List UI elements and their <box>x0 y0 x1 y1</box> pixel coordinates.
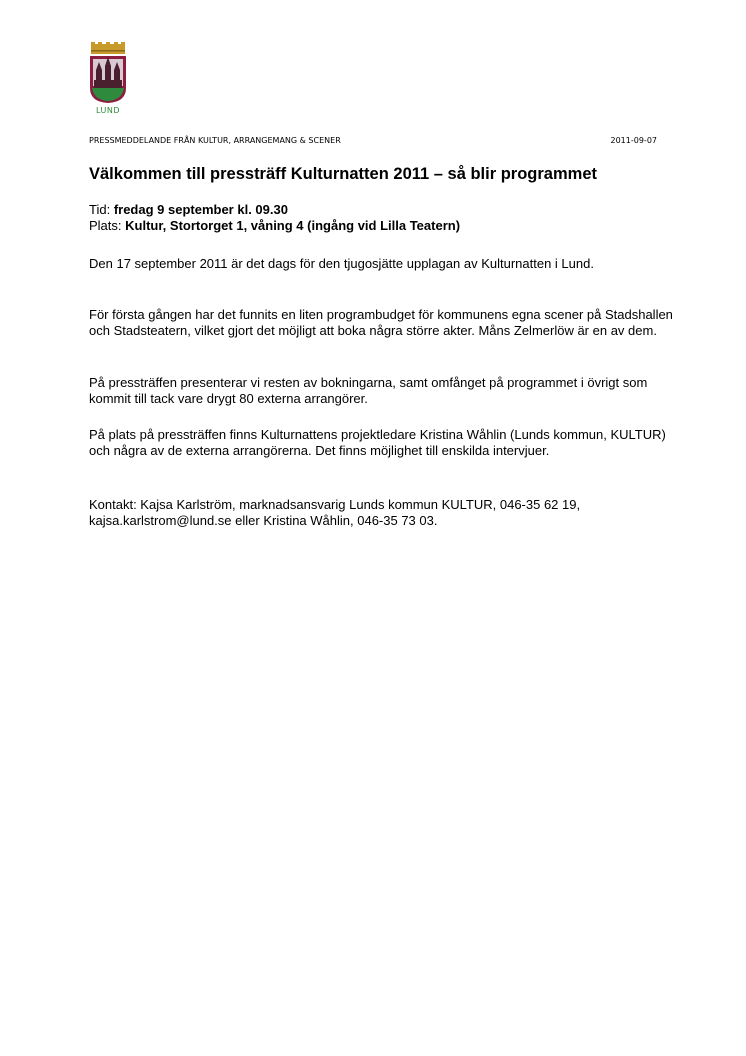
place-label: Plats: <box>89 218 126 233</box>
time-label: Tid: <box>89 202 114 217</box>
event-place <box>89 218 679 234</box>
paragraph-bookings: På pressträffen presenterar vi resten av bokningarna, samt omfånget på programmet i övrigt som kommit till tack vare drygt 80 externa arrangörer. <box>89 375 648 406</box>
paragraph-budget: För första gången har det funnits en liten programbudget för kommunens egna scener på Stadshallen och Stadsteatern, vilket gjort det möjligt att boka några större akter. Måns Zelmerlöw är en av dem. <box>89 307 673 338</box>
paragraph-intro: Den 17 september 2011 är det dags för den tjugosjätte upplagan av Kulturnatten i Lund. <box>89 256 594 271</box>
paragraph-attendees: På plats på pressträffen finns Kulturnattens projektledare Kristina Wåhlin (Lunds kommun, KULTUR) och några av de externa arrangörerna. Det finns möjlighet till enskilda intervjuer. <box>89 427 666 458</box>
lund-logo <box>88 42 128 120</box>
lund-coat-of-arms-icon <box>88 42 128 104</box>
press-release-header <box>89 135 657 147</box>
time-value: fredag 9 september kl. 09.30 <box>113 202 288 217</box>
event-time <box>89 202 679 218</box>
event-details <box>89 202 679 234</box>
release-date: 2011-09-07 <box>610 136 657 145</box>
page-title: Välkommen till pressträff Kulturnatten 2011 – så blir programmet <box>89 165 597 183</box>
paragraph-contact: Kontakt: Kajsa Karlström, marknadsansvarig Lunds kommun KULTUR, 046-35 62 19, kajsa.karlstrom@lund.se eller Kristina Wåhlin, 046-35 73 03. <box>89 497 581 528</box>
place-value: Kultur, Stortorget 1, våning 4 (ingång vid Lilla Teatern) <box>125 218 461 233</box>
logo-wordmark: LUND <box>95 106 121 115</box>
department-label: PRESSMEDDELANDE FRÅN KULTUR, ARRANGEMANG & SCENER <box>89 136 341 145</box>
